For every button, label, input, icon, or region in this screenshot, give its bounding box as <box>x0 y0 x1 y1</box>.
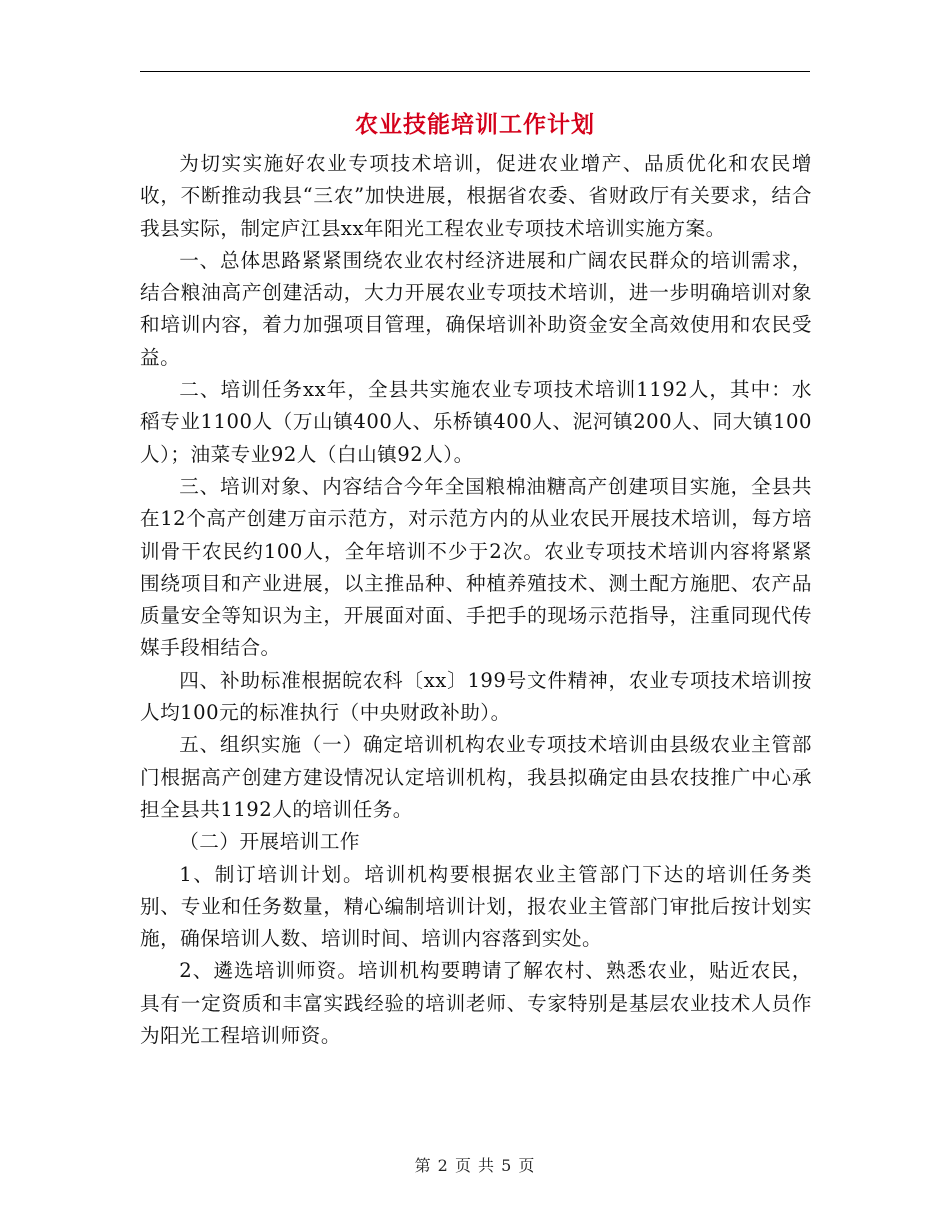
header-rule <box>140 71 810 72</box>
paragraph-overall-approach: 一、总体思路紧紧围绕农业农村经济进展和广阔农民群众的培训需求，结合粮油高产创建活动，大力开展农业专项技术培训，进一步明确培训对象和培训内容，着力加强项目管理，确保培训补助资金安全高效使用和农民受益。 <box>140 248 812 369</box>
document-body <box>140 148 812 1052</box>
page-number-footer: 第 2 页 共 5 页 <box>414 1156 536 1175</box>
document-title: 农业技能培训工作计划 <box>355 112 595 138</box>
paragraph-training-tasks: 二、培训任务xx年，全县共实施农业专项技术培训1192人，其中：水稻专业1100人（万山镇400人、乐桥镇400人、泥河镇200人、同大镇100人）；油菜专业92人（白山镇92人）。 <box>140 378 812 466</box>
paragraph-organization: 五、组织实施（一）确定培训机构农业专项技术培训由县级农业主管部门根据高产创建方建设情况认定培训机构，我县拟确定由县农技推广中心承担全县共1192人的培训任务。 <box>140 733 812 821</box>
paragraph-intro: 为切实实施好农业专项技术培训，促进农业增产、品质优化和农民增收，不断推动我县“三农”加快进展，根据省农委、省财政厅有关要求，结合我县实际，制定庐江县xx年阳光工程农业专项技术培训实施方案。 <box>140 152 812 240</box>
paragraph-select-teachers: 2、遴选培训师资。培训机构要聘请了解农村、熟悉农业，贴近农民，具有一定资质和丰富实践经验的培训老师、专家特别是基层农业技术人员作为阳光工程培训师资。 <box>140 959 812 1048</box>
paragraph-training-targets: 三、培训对象、内容结合今年全国粮棉油糖高产创建项目实施，全县共在12个高产创建万亩示范方，对示范方内的从业农民开展技术培训，每方培训骨干农民约100人，全年培训不少于2次。农业专项技术培训内容将紧紧围绕项目和产业进展，以主推品种、种植养殖技术、测土配方施肥、农产品质量安全等知识为主，开展面对面、手把手的现场示范指导，注重同现代传媒手段相结合。 <box>140 474 812 660</box>
paragraph-subsidy-standard: 四、补助标准根据皖农科〔xx〕199号文件精神，农业专项技术培训按人均100元的标准执行（中央财政补助）。 <box>140 668 812 725</box>
paragraph-training-plan: 1、制订培训计划。培训机构要根据农业主管部门下达的培训任务类别、专业和任务数量，精心编制培训计划，报农业主管部门审批后按计划实施，确保培训人数、培训时间、培训内容落到实处。 <box>140 862 812 951</box>
section-heading-conduct-training: （二）开展培训工作 <box>179 830 361 854</box>
